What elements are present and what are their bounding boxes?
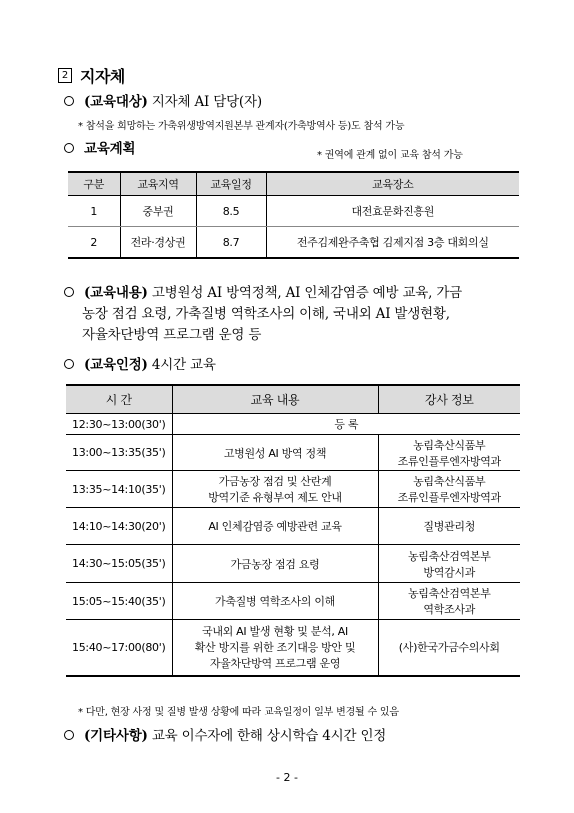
registration-cell: 등 록 <box>172 414 520 435</box>
time-cell: 15:40~17:00(80') <box>66 620 172 676</box>
lecturer-line: 농림축산검역본부 <box>407 549 491 563</box>
content-cell <box>172 545 378 583</box>
plan-header-cell: 구분 <box>68 172 120 196</box>
table-row <box>66 471 520 508</box>
schedule-table <box>66 384 520 677</box>
target-bullet <box>64 92 262 113</box>
lecturer-line: 조류인플루엔자방역과 <box>397 491 501 504</box>
content-line1: 고병원성 AI 방역정책, AI 인체감염증 예방 교육, 가금 <box>147 285 463 301</box>
content-line: 확산 방지를 위한 조기대응 방안 및 <box>194 641 356 655</box>
page-number: - 2 - <box>276 771 298 784</box>
content-cell <box>172 471 378 508</box>
circle-bullet-icon <box>64 359 74 369</box>
content-label: (교육내용) <box>84 285 148 301</box>
table-row <box>68 196 519 227</box>
lecturer-cell <box>378 435 520 471</box>
circle-bullet-icon <box>64 287 74 297</box>
schedule-header-cell: 강사 정보 <box>378 385 520 414</box>
table-row <box>68 227 519 259</box>
lecturer-line: (사)한국가금수의사회 <box>398 641 500 655</box>
hours-text: 4시간 교육 <box>147 357 216 373</box>
content-line: 방역기준 유형부여 제도 안내 <box>208 491 342 504</box>
lecturer-line: 역학조사과 <box>423 603 476 616</box>
circle-bullet-icon <box>64 96 74 106</box>
plan-cell: 1 <box>68 196 120 227</box>
content-line: 가금농장 점검 및 산란계 <box>218 475 332 488</box>
table-row <box>66 545 520 583</box>
other-label: (기타사항) <box>84 728 148 744</box>
lecturer-line: 조류인플루엔자방역과 <box>397 454 501 468</box>
table-row <box>66 583 520 620</box>
hours-bullet <box>64 355 216 376</box>
other-text: 교육 이수자에 한해 상시학습 4시간 인정 <box>147 728 387 744</box>
section-heading <box>58 64 125 87</box>
lecturer-line: 질병관리청 <box>423 520 476 533</box>
target-text: 지자체 AI 담당(자) <box>147 94 262 110</box>
plan-cell: 중부권 <box>120 196 196 227</box>
schedule-note: * 다만, 현장 사정 및 질병 발생 상황에 따라 교육일정이 일부 변경될 수 있음 <box>78 707 399 718</box>
plan-cell: 대전효문화진흥원 <box>266 196 519 227</box>
plan-cell: 전주김제완주축협 김제지점 3층 대회의실 <box>266 227 519 259</box>
time-cell: 14:30~15:05(35') <box>66 545 172 583</box>
plan-table <box>68 171 519 259</box>
plan-header-cell: 교육지역 <box>120 172 196 196</box>
plan-cell: 8.7 <box>196 227 266 259</box>
lecturer-line: 농림축산검역본부 <box>407 587 491 600</box>
other-bullet <box>64 726 386 747</box>
section-number-box: 2 <box>58 68 72 83</box>
time-cell: 14:10~14:30(20') <box>66 508 172 545</box>
plan-bullet <box>64 139 135 160</box>
schedule-header-cell: 교육 내용 <box>172 385 378 414</box>
section-title: 지자체 <box>80 67 125 86</box>
content-cell <box>172 435 378 471</box>
plan-header-cell: 교육장소 <box>266 172 519 196</box>
content-line2: 농장 점검 요령, 가축질병 역학조사의 이해, 국내외 AI 발생현황, <box>82 306 450 322</box>
plan-cell: 2 <box>68 227 120 259</box>
table-row <box>66 620 520 676</box>
lecturer-line: 방역감시과 <box>423 565 476 579</box>
content-line: 가축질병 역학조사의 이해 <box>215 595 335 608</box>
plan-note: * 권역에 관계 없이 교육 참석 가능 <box>317 150 463 161</box>
table-row <box>66 508 520 545</box>
circle-bullet-icon <box>64 143 74 153</box>
content-line3: 자율차단방역 프로그램 운영 등 <box>82 327 262 343</box>
lecturer-cell <box>378 583 520 620</box>
target-label: (교육대상) <box>84 94 148 110</box>
time-cell: 13:35~14:10(35') <box>66 471 172 508</box>
time-cell: 15:05~15:40(35') <box>66 583 172 620</box>
lecturer-line: 농림축산식품부 <box>413 438 486 452</box>
schedule-header-cell: 시 간 <box>66 385 172 414</box>
lecturer-cell <box>378 620 520 676</box>
plan-label: 교육계획 <box>84 141 136 157</box>
content-cell <box>172 508 378 545</box>
lecturer-line: 농림축산식품부 <box>413 475 486 488</box>
circle-bullet-icon <box>64 730 74 740</box>
content-cell <box>172 583 378 620</box>
lecturer-cell <box>378 471 520 508</box>
content-bullet <box>64 283 462 304</box>
content-line: 국내외 AI 발생 현황 및 분석, AI <box>202 625 348 639</box>
content-line: 가금농장 점검 요령 <box>230 557 320 571</box>
table-row <box>66 435 520 471</box>
lecturer-cell <box>378 545 520 583</box>
lecturer-cell <box>378 508 520 545</box>
content-cell <box>172 620 378 676</box>
time-cell: 13:00~13:35(35') <box>66 435 172 471</box>
time-cell: 12:30~13:00(30') <box>66 414 172 435</box>
plan-cell: 전라·경상권 <box>120 227 196 259</box>
plan-cell: 8.5 <box>196 196 266 227</box>
content-line: AI 인체감염증 예방관련 교육 <box>208 520 342 533</box>
content-line: 자율차단방역 프로그램 운영 <box>209 657 341 671</box>
plan-header-cell: 교육일정 <box>196 172 266 196</box>
content-line: 고병원성 AI 방역 정책 <box>223 446 327 460</box>
target-note: * 참석을 희망하는 가축위생방역지원본부 관계자(가축방역사 등)도 참석 가능 <box>78 121 405 132</box>
table-row <box>66 414 520 435</box>
hours-label: (교육인정) <box>84 357 148 373</box>
